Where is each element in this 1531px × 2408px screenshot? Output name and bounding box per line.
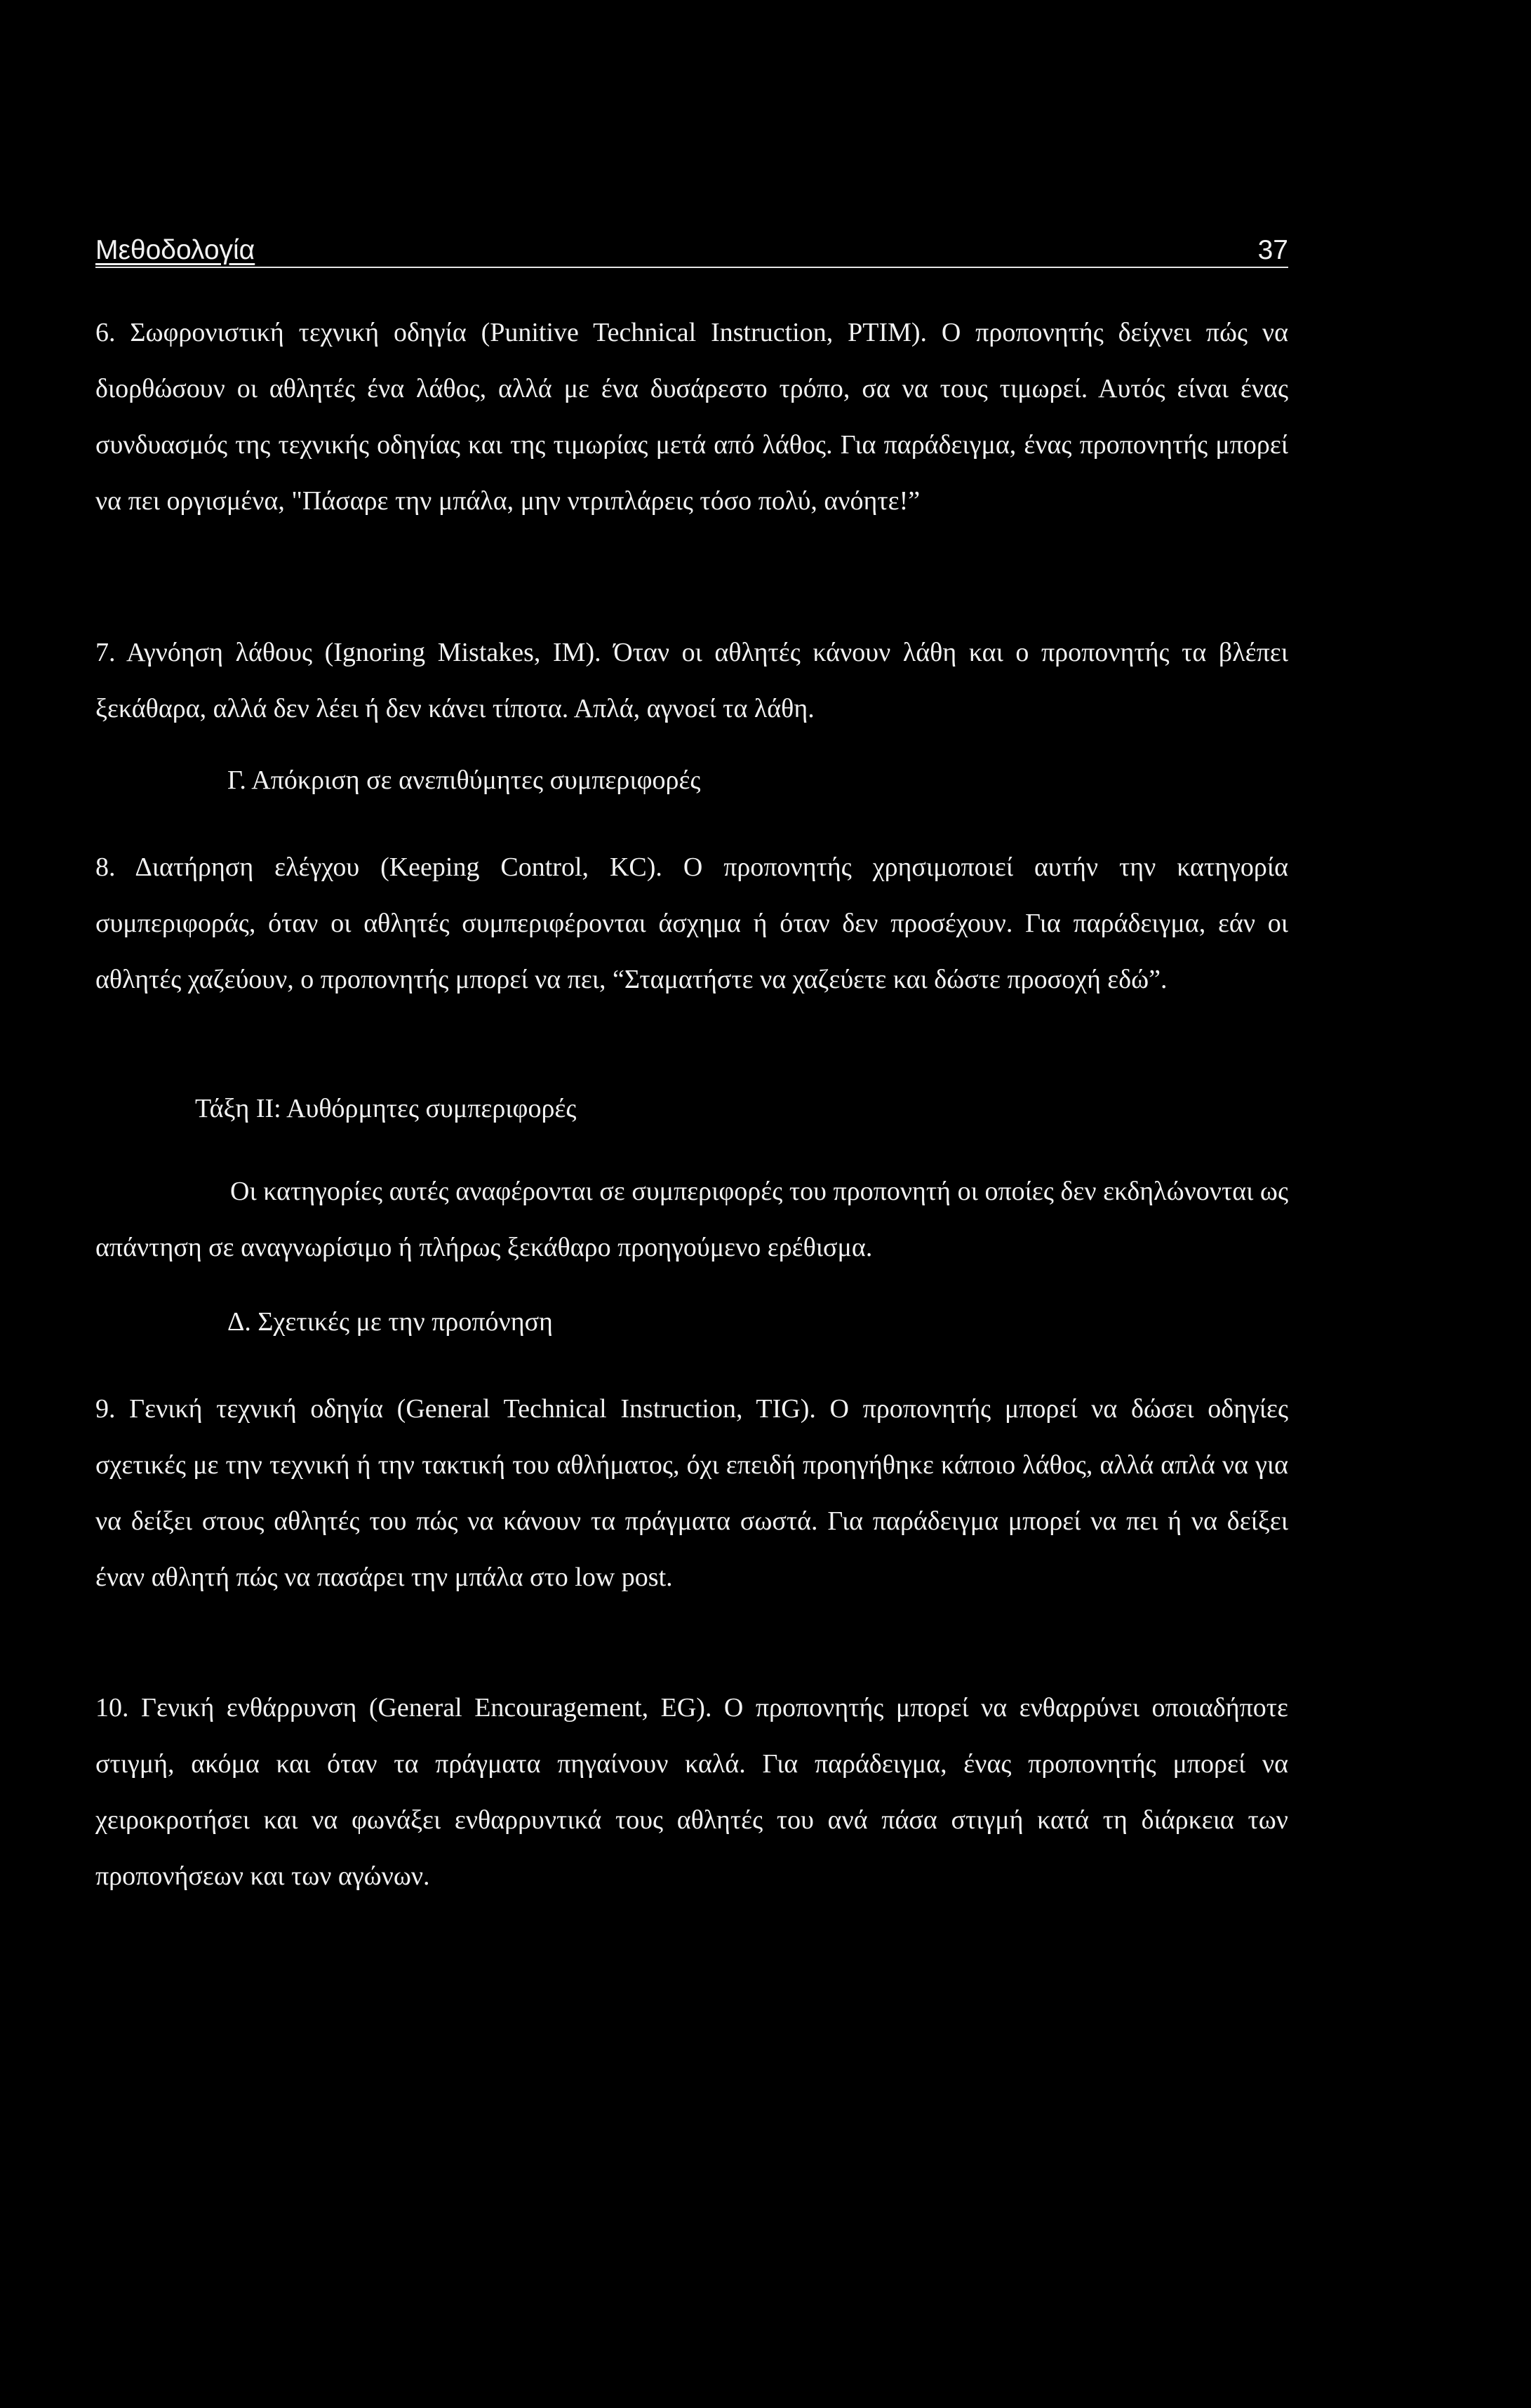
class-ii-intro (95, 1163, 1288, 1276)
item-keeping-control: 8. Διατήρηση ελέγχου (Keeping Control, KC). Ο προπονητής χρησιμοποιεί αυτήν την κατηγορία συμπεριφοράς, όταν οι αθλητές συμπεριφέρονται άσχημα ή όταν δεν προσέχουν. Για παράδειγμα, εάν οι αθλητές χαζεύουν, ο προπονητής μπορεί να πει, “Σταματήστε να χαζεύετε και δώστε προσοχή εδώ”. (95, 852, 1288, 994)
item-punitive-technical-instruction: 6. Σωφρονιστική τεχνική οδηγία (Punitive Technical Instruction, PTIM). Ο προπονητής δείχνει πώς να διορθώσουν οι αθλητές ένα λάθος, αλλά με ένα δυσάρεστο τρόπο, σα να τους τιμωρεί. Αυτός είναι ένας συνδυασμός της τεχνικής οδηγίας και της τιμωρίας μετά από λάθος. Για παράδειγμα, ένας προπονητής μπορεί να πει οργισμένα, "Πάσαρε την μπάλα, μην ντριπλάρεις τόσο πολύ, ανόητε!” (95, 318, 1288, 516)
chapter-title: Μεθοδολογία (95, 235, 255, 265)
document-page (95, 0, 1288, 2408)
class-ii-intro-text: Οι κατηγορίες αυτές αναφέρονται σε συμπεριφορές του προπονητή οι οποίες δεν εκδηλώνονται ως απάντηση σε αναγνωρίσιμο ή πλήρως ξεκάθαρο προηγούμενο ερέθισμα. (95, 1177, 1288, 1262)
section-heading-class-ii: Τάξη ΙΙ: Αυθόρμητες συμπεριφορές (195, 1094, 577, 1123)
item-general-technical-instruction: 9. Γενική τεχνική οδηγία (General Technical Instruction, TIG). Ο προπονητής μπορεί να δώσει οδηγίες σχετικές με την τεχνική ή την τακτική του αθλήματος, όχι επειδή προηγήθηκε κάποιο λάθος, αλλά απλά να για να δείξει στους αθλητές του πώς να κάνουν τα πράγματα σωστά. Για παράδειγμα μπορεί να πει ή να δείξει έναν αθλητή πώς να πασάρει την μπάλα στο low post. (95, 1394, 1288, 1592)
item-ignoring-mistakes: 7. Αγνόηση λάθους (Ignoring Mistakes, IM). Όταν οι αθλητές κάνουν λάθη και ο προπονητής τα βλέπει ξεκάθαρα, αλλά δεν λέει ή δεν κάνει τίποτα. Απλά, αγνοεί τα λάθη. (95, 638, 1288, 723)
running-header (95, 226, 1288, 268)
item-general-encouragement: 10. Γενική ενθάρρυνση (General Encouragement, EG). Ο προπονητής μπορεί να ενθαρρύνει οποιαδήποτε στιγμή, ακόμα και όταν τα πράγματα πηγαίνουν καλά. Για παράδειγμα, ένας προπονητής μπορεί να χειροκροτήσει και να φωνάξει ενθαρρυντικά τους αθλητές του ανά πάσα στιγμή κατά τη διάρκεια των προπονήσεων και των αγώνων. (95, 1693, 1288, 1891)
page-number: 37 (1257, 235, 1288, 265)
section-heading-response: Γ. Απόκριση σε ανεπιθύμητες συμπεριφορές (227, 765, 701, 795)
section-heading-training: Δ. Σχετικές με την προπόνηση (227, 1307, 553, 1337)
